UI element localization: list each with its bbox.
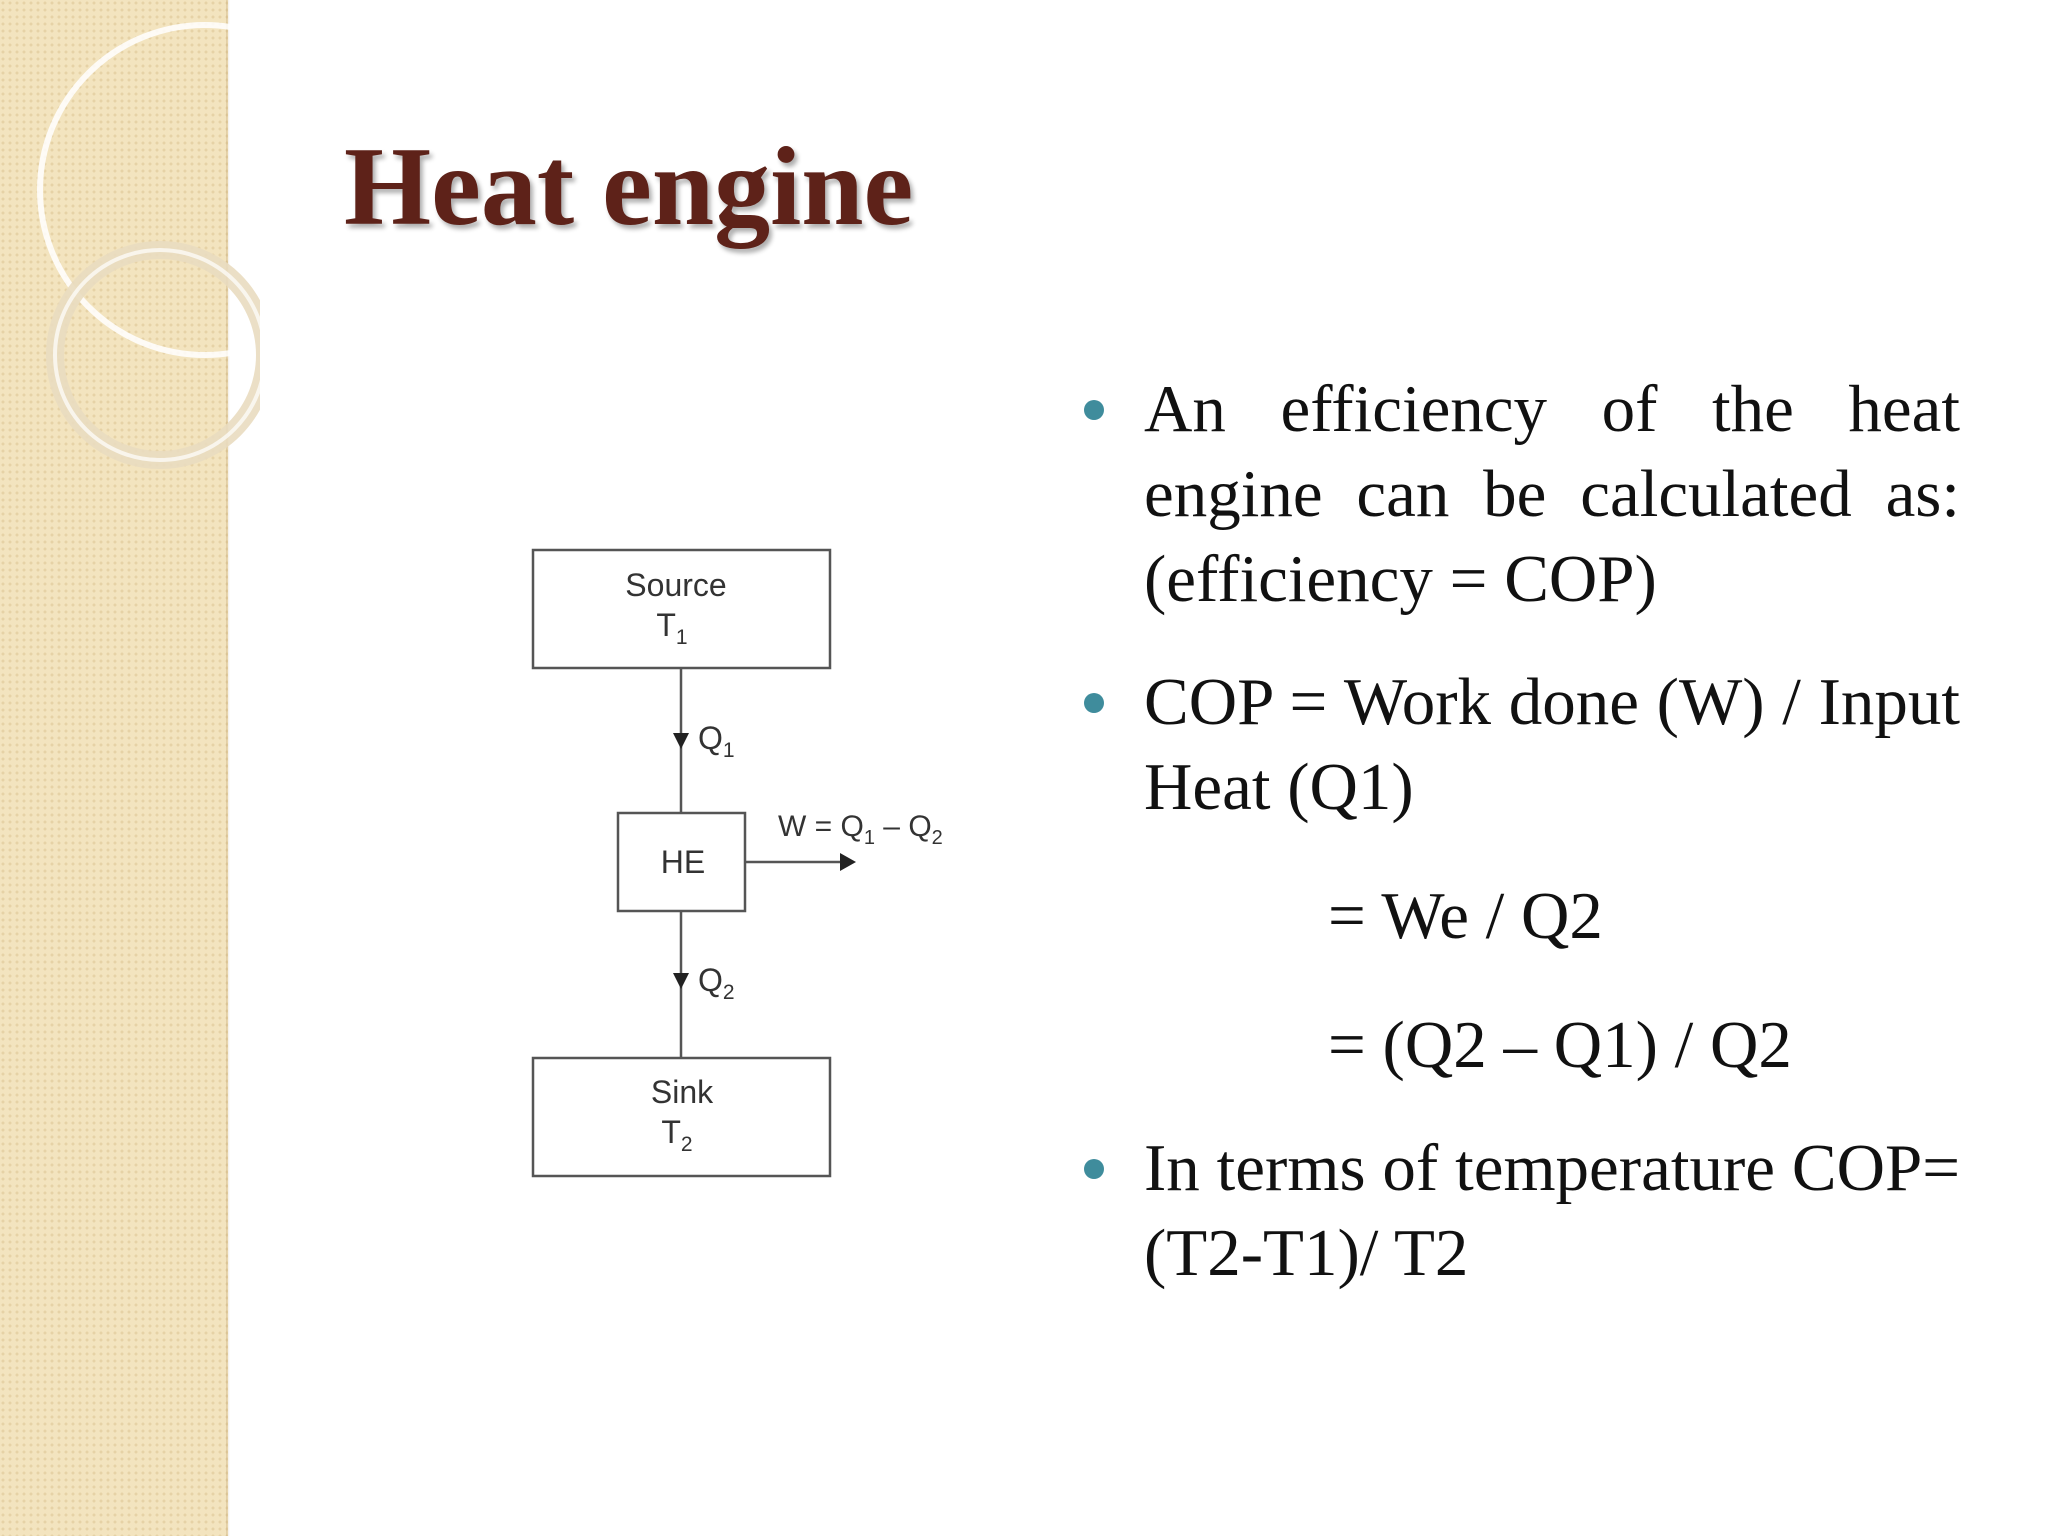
q2-label: $Q_2$: [698, 962, 735, 1004]
slide-title: Heat engine: [344, 125, 914, 249]
bullet-dot-icon: [1084, 1159, 1104, 1179]
source-label: Source: [625, 567, 727, 603]
equation-line: = (Q2 – Q1) / Q2: [1328, 1008, 1792, 1082]
bullet-dot-icon: [1084, 400, 1104, 420]
bullet-dot-icon: [1084, 693, 1104, 713]
q1-label: $Q_1$: [698, 720, 735, 762]
bullet-text: In terms of temperature COP= (T2-T1)/ T2: [1144, 1131, 1960, 1290]
equation-line: = We / Q2: [1328, 879, 1603, 953]
heat-engine-diagram: [520, 530, 1000, 1210]
sink-label: Sink: [650, 1074, 714, 1110]
bullet-text: COP = Work done (W) / Input Heat (Q1): [1144, 665, 1960, 824]
source-temp: $T_1$: [656, 607, 688, 649]
q1-arrowhead: [673, 733, 689, 749]
bullet-temperature: [1080, 1126, 1960, 1296]
engine-label: HE: [660, 844, 706, 880]
work-label: $W = Q_1 - Q_2$: [778, 810, 943, 849]
bullet-cop-definition: [1080, 660, 1960, 1088]
bullet-text: An efficiency of the heat engine can be calculated as: (efficiency = COP): [1144, 372, 1960, 616]
bullet-list: [1080, 367, 1960, 1334]
bullet-efficiency: [1080, 367, 1960, 622]
sink-temp: $T_2$: [661, 1114, 693, 1156]
q2-arrowhead: [673, 973, 689, 989]
decorative-rings: [0, 0, 260, 520]
work-arrowhead: [840, 853, 856, 871]
